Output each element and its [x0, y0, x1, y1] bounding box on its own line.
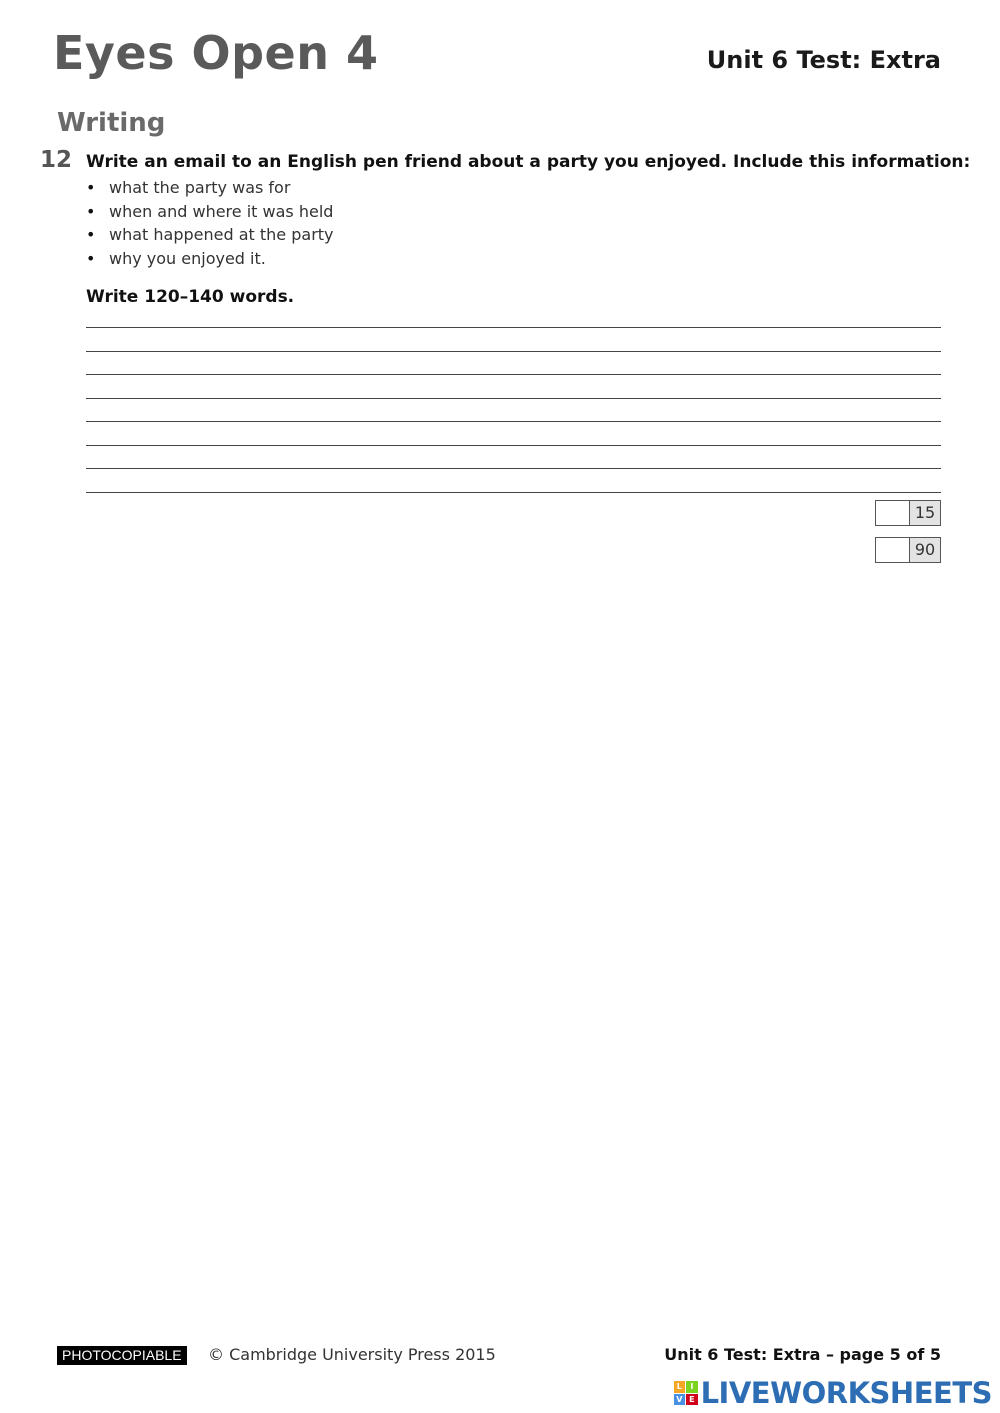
bullet-dot-icon: • [86, 248, 96, 268]
answer-line[interactable] [86, 351, 941, 352]
bullet-text: what the party was for [109, 178, 291, 198]
bullet-text: why you enjoyed it. [109, 248, 266, 268]
bullet-dot-icon: • [86, 178, 96, 198]
copyright-text: © Cambridge University Press 2015 [208, 1345, 496, 1364]
bullet-dot-icon: • [86, 201, 96, 221]
logo-letter: L [674, 1381, 686, 1393]
answer-line[interactable] [86, 421, 941, 422]
section-heading: Writing [57, 108, 166, 138]
section-score-total: 15 [910, 501, 940, 525]
bullet-text: what happened at the party [109, 225, 334, 245]
bullet-item [86, 200, 334, 224]
answer-line[interactable] [86, 445, 941, 446]
answer-line[interactable] [86, 398, 941, 399]
liveworksheets-logo [674, 1378, 992, 1408]
answer-line[interactable] [86, 492, 941, 493]
question-number: 12 [40, 147, 73, 173]
answer-lines[interactable] [86, 327, 941, 515]
photocopiable-badge: PHOTOCOPIABLE [57, 1346, 187, 1365]
word-count-instruction: Write 120–140 words. [86, 287, 295, 307]
test-score-box [875, 537, 941, 563]
section-score-box [875, 500, 941, 526]
logo-letter: E [686, 1394, 698, 1406]
answer-line[interactable] [86, 327, 941, 328]
question-prompt: Write an email to an English pen friend about a party you enjoyed. Include this information: [86, 152, 971, 172]
test-score-input[interactable] [876, 538, 910, 562]
answer-line[interactable] [86, 374, 941, 375]
info-bullet-list [86, 176, 334, 270]
bullet-dot-icon: • [86, 225, 96, 245]
bullet-item [86, 176, 334, 200]
page-label: Unit 6 Test: Extra – page 5 of 5 [664, 1345, 941, 1364]
bullet-text: when and where it was held [109, 201, 334, 221]
liveworksheets-icon [674, 1381, 698, 1405]
section-score-input[interactable] [876, 501, 910, 525]
logo-letter: V [674, 1394, 686, 1406]
bullet-item [86, 223, 334, 247]
bullet-item [86, 247, 334, 271]
liveworksheets-text: LIVEWORKSHEETS [700, 1376, 992, 1410]
test-title: Unit 6 Test: Extra [706, 46, 941, 74]
answer-line[interactable] [86, 468, 941, 469]
book-title: Eyes Open 4 [53, 26, 379, 80]
test-score-total: 90 [910, 538, 940, 562]
logo-letter: I [686, 1381, 698, 1393]
